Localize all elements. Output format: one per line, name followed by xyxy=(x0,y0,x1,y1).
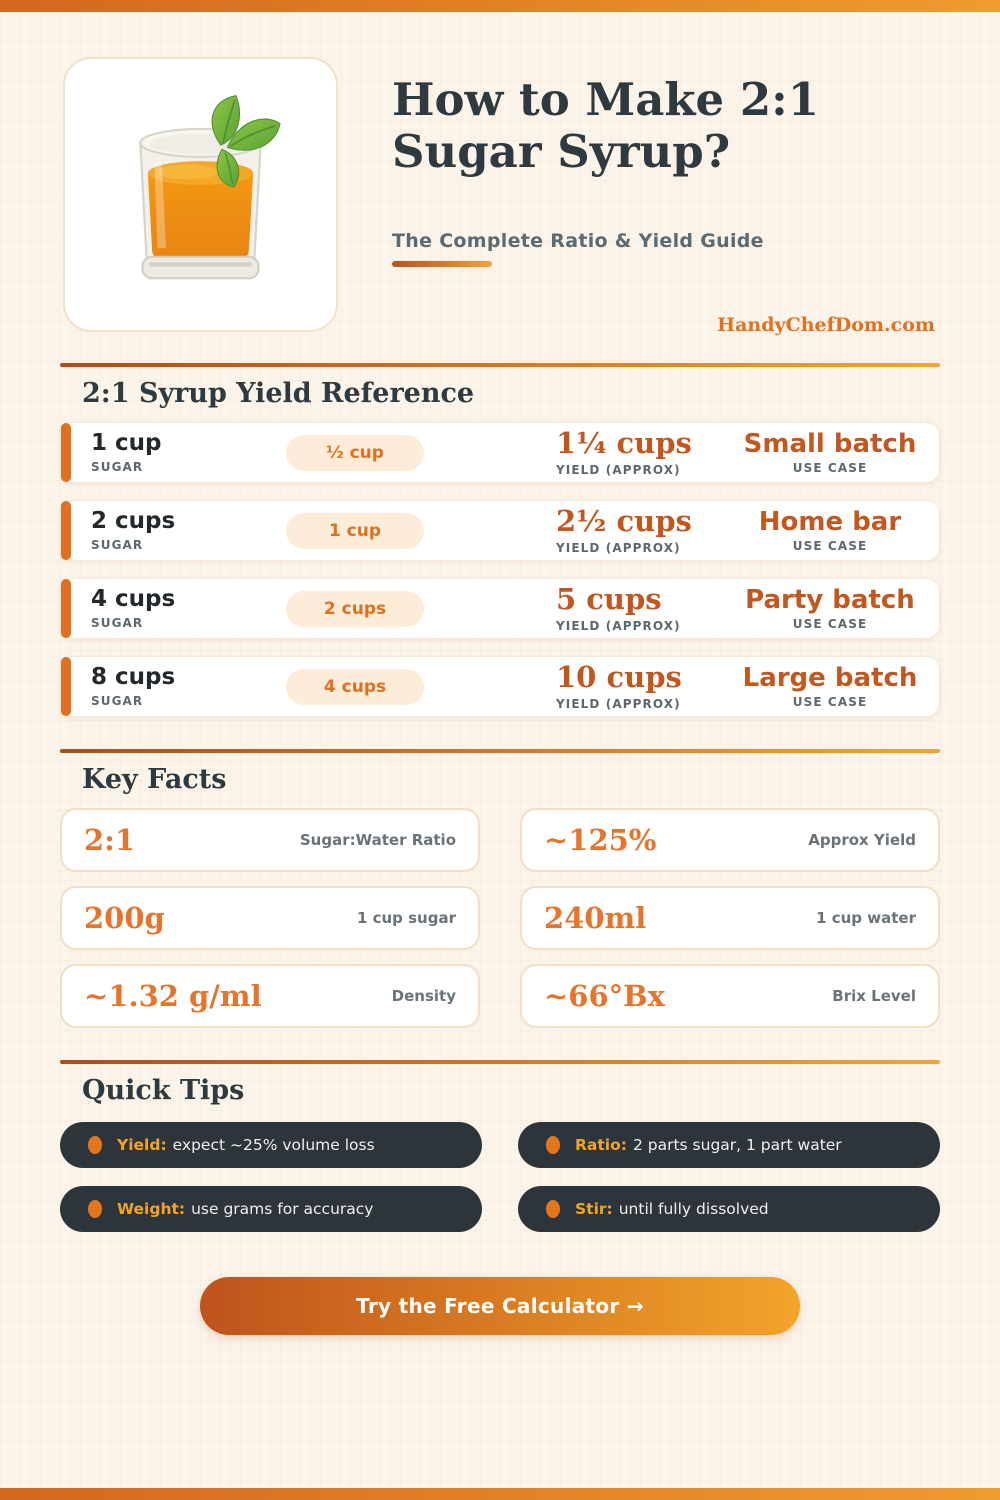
table-row xyxy=(60,656,940,717)
page-title-line1: How to Make 2:1 xyxy=(392,73,820,126)
sugar-label: SUGAR xyxy=(91,537,144,552)
page-title xyxy=(392,74,819,178)
yield-label: YIELD (APPROX) xyxy=(556,540,681,555)
key-facts-grid xyxy=(60,808,940,1028)
sugar-label: SUGAR xyxy=(91,693,144,708)
quick-tips-heading: Quick Tips xyxy=(82,1075,245,1106)
fact-card xyxy=(520,886,940,950)
free-calculator-button[interactable]: Try the Free Calculator → xyxy=(200,1277,800,1335)
fact-value: 200g xyxy=(84,901,165,935)
fact-card xyxy=(520,964,940,1028)
water-pill: ½ cup xyxy=(286,435,424,471)
fact-value: ~125% xyxy=(544,823,657,857)
yield-value: 10 cups xyxy=(556,660,682,695)
syrup-glass-illustration xyxy=(93,87,308,302)
fact-card xyxy=(520,808,940,872)
sugar-value: 1 cup xyxy=(91,430,162,457)
sugar-label: SUGAR xyxy=(91,459,144,474)
bottom-accent-bar xyxy=(0,1488,1000,1500)
tip-label: Yield: xyxy=(117,1136,167,1154)
use-case-value: Party batch xyxy=(745,584,915,615)
row-accent-bar xyxy=(61,657,71,716)
subtitle-underline xyxy=(392,261,492,267)
use-case-label: USE CASE xyxy=(792,695,868,710)
tip-pill xyxy=(518,1122,940,1168)
yield-reference-section xyxy=(0,363,1000,717)
yield-label: YIELD (APPROX) xyxy=(556,696,681,711)
cta-container xyxy=(0,1277,1000,1335)
use-case-label: USE CASE xyxy=(792,461,868,476)
sugar-label: SUGAR xyxy=(91,615,144,630)
section-divider xyxy=(60,1060,940,1064)
use-case-label: USE CASE xyxy=(792,539,868,554)
use-case-value: Home bar xyxy=(758,506,902,537)
tip-pill xyxy=(60,1122,482,1168)
fact-card xyxy=(60,808,480,872)
key-facts-section xyxy=(0,749,1000,1028)
yield-value: 5 cups xyxy=(556,582,662,617)
bullet-dot-icon xyxy=(88,1200,102,1218)
header xyxy=(0,12,1000,363)
use-case-cell xyxy=(721,508,939,554)
bullet-dot-icon xyxy=(546,1136,560,1154)
bullet-dot-icon xyxy=(88,1136,102,1154)
table-row xyxy=(60,500,940,561)
sugar-cell xyxy=(91,665,286,707)
yield-label: YIELD (APPROX) xyxy=(556,462,681,477)
key-facts-heading: Key Facts xyxy=(82,764,227,795)
fact-label: 1 cup water xyxy=(816,909,916,927)
fact-value: 240ml xyxy=(544,901,647,935)
use-case-cell xyxy=(721,430,939,476)
tip-pill xyxy=(518,1186,940,1232)
tip-label: Stir: xyxy=(575,1200,613,1218)
page-title-line2: Sugar Syrup? xyxy=(392,125,731,179)
bullet-dot-icon xyxy=(546,1200,560,1218)
tip-text: expect ~25% volume loss xyxy=(172,1136,375,1154)
page-subtitle: The Complete Ratio & Yield Guide xyxy=(392,230,764,252)
tip-pill xyxy=(60,1186,482,1232)
fact-value: ~1.32 g/ml xyxy=(84,979,262,1013)
fact-label: Brix Level xyxy=(832,987,916,1005)
use-case-value: Small batch xyxy=(743,428,917,459)
yield-section-heading: 2:1 Syrup Yield Reference xyxy=(82,378,475,409)
sugar-cell xyxy=(91,587,286,629)
tip-text: until fully dissolved xyxy=(618,1200,769,1218)
table-row xyxy=(60,578,940,639)
fact-label: Approx Yield xyxy=(808,831,916,849)
yield-cell xyxy=(556,662,721,711)
use-case-cell xyxy=(721,664,939,710)
fact-value: ~66°Bx xyxy=(544,979,665,1013)
yield-cell xyxy=(556,428,721,477)
quick-tips-section xyxy=(0,1060,1000,1232)
yield-cell xyxy=(556,584,721,633)
use-case-value: Large batch xyxy=(742,662,918,693)
water-pill: 1 cup xyxy=(286,513,424,549)
tip-text: 2 parts sugar, 1 part water xyxy=(632,1136,842,1154)
yield-value: 1¼ cups xyxy=(556,426,692,461)
yield-value: 2½ cups xyxy=(556,504,692,539)
row-accent-bar xyxy=(61,579,71,638)
sugar-value: 2 cups xyxy=(91,508,176,535)
site-name: HandyChefDom.com xyxy=(717,314,935,336)
water-pill: 2 cups xyxy=(286,591,424,627)
water-pill: 4 cups xyxy=(286,669,424,705)
use-case-cell xyxy=(721,586,939,632)
fact-value: 2:1 xyxy=(84,823,136,857)
table-row xyxy=(60,422,940,483)
top-accent-bar xyxy=(0,0,1000,12)
fact-card xyxy=(60,964,480,1028)
quick-tips-grid xyxy=(60,1122,940,1232)
yield-cell xyxy=(556,506,721,555)
fact-label: 1 cup sugar xyxy=(356,909,456,927)
row-accent-bar xyxy=(61,423,71,482)
fact-label: Sugar:Water Ratio xyxy=(299,831,456,849)
tip-label: Ratio: xyxy=(575,1136,627,1154)
fact-label: Density xyxy=(391,987,456,1005)
yield-label: YIELD (APPROX) xyxy=(556,618,681,633)
hero-illustration-card xyxy=(63,57,338,332)
sugar-value: 8 cups xyxy=(91,664,176,691)
use-case-label: USE CASE xyxy=(792,617,868,632)
section-divider xyxy=(60,363,940,367)
tip-text: use grams for accuracy xyxy=(191,1200,374,1218)
sugar-cell xyxy=(91,509,286,551)
sugar-value: 4 cups xyxy=(91,586,176,613)
row-accent-bar xyxy=(61,501,71,560)
fact-card xyxy=(60,886,480,950)
sugar-cell xyxy=(91,431,286,473)
tip-label: Weight: xyxy=(117,1200,186,1218)
section-divider xyxy=(60,749,940,753)
